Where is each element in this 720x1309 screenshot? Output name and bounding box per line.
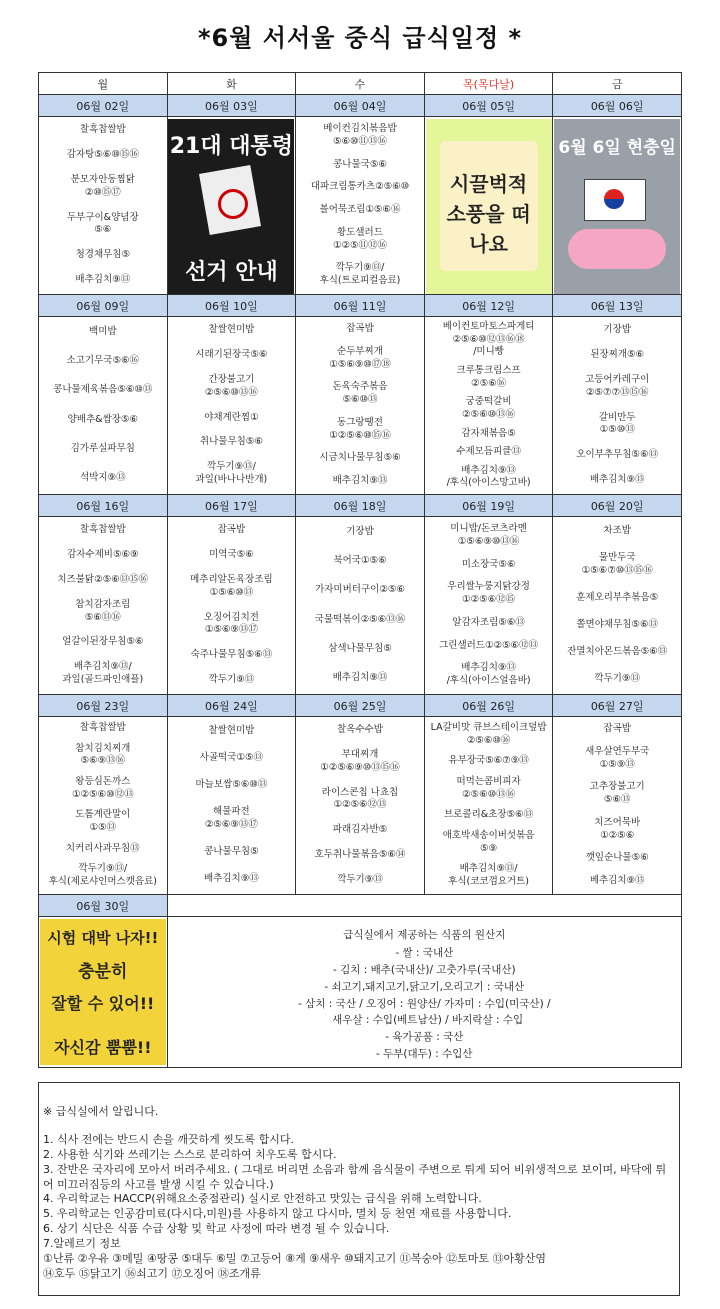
menu-item: 깍두기⑨⑬/ 후식(트로피컬음료)	[319, 262, 401, 287]
date-cell: 06월 04일	[296, 95, 425, 117]
menu-item: 얼갈이된장무침⑤⑥	[62, 636, 144, 648]
menu-item: 떠먹는콤비피자 ②⑤⑥⑩⑬⑯	[456, 775, 521, 800]
origin-line: - 육가공품 : 국산	[385, 1031, 464, 1044]
image-caption	[440, 169, 538, 259]
menu-item: 미니밥/돈코츠라멘 ①⑤⑥⑨⑩⑬⑯	[450, 522, 527, 547]
menu-item: 잡곡밥	[346, 322, 374, 334]
notice-line: 3. 잔반은 국자리에 모아서 버려주세요. ( 그대로 버리면 소음과 함께 음식물이 주변으로 튀게 되어 비위생적으로 보이며, 바닥에 튀어 미끄러짐등의 사고를 발생 시킬 수 있습니다.)	[43, 1162, 667, 1191]
menu-item: 취나물무침⑤⑥	[199, 436, 263, 448]
menu-item: 갈비만두 ①⑤⑩⑬	[598, 411, 636, 436]
menu-item: 궁중떡갈비 ②⑤⑥⑩⑬⑯	[462, 396, 516, 421]
date-cell: 06월 18일	[296, 495, 425, 517]
menu-item: 치커리사과무침⑬	[65, 842, 140, 854]
menu-cell	[424, 517, 553, 695]
menu-item-list	[39, 118, 167, 293]
image-caption: 선거 안내	[185, 259, 278, 285]
menu-item: 배추김치⑨⑬	[75, 274, 131, 286]
image-caption: 21대 대통령	[169, 133, 294, 159]
menu-item: 고등어카레구이 ②⑤⑦⑦⑬⑮⑯	[585, 373, 650, 398]
menu-item: 배추김치⑨⑬	[589, 474, 645, 486]
menu-item: 해물파전 ②⑤⑥⑨⑬⑰	[204, 806, 258, 831]
menu-item: 수제모듬피클⑬	[456, 446, 521, 458]
menu-item: 깍두기⑨⑬	[208, 674, 255, 686]
weekday-header: 화	[167, 73, 296, 95]
origin-line: - 김치 : 배추(국내산)/ 고춧가루(국내산)	[332, 964, 516, 976]
menu-item: 깻잎순나물⑤⑥	[585, 852, 649, 864]
weekday-header: 금	[553, 73, 682, 95]
menu-item: 배추김치⑨⑬	[332, 671, 388, 683]
menu-item: 크루통크림스프 ②⑤⑥⑯	[456, 364, 521, 389]
menu-cell	[296, 317, 425, 495]
date-cell: 06월 16일	[39, 495, 168, 517]
menu-item: 파래김자반⑤	[332, 824, 388, 836]
menu-cell	[553, 117, 682, 295]
menu-item: 오이부추무침⑤⑥⑬	[576, 449, 658, 461]
menu-item-list	[553, 518, 681, 693]
menu-item-list	[553, 718, 681, 893]
menu-item: 미소장국⑤⑥	[461, 558, 516, 570]
date-cell: 06월 26일	[424, 695, 553, 717]
menu-item: 참치김치찌개 ⑤⑥⑨⑬⑯	[75, 742, 131, 767]
menu-item-list	[553, 318, 681, 493]
date-cell: 06월 09일	[39, 295, 168, 317]
menu-item: 찰흑찹쌀밥	[79, 124, 126, 136]
notice-line: ⑭호두 ⑮닭고기 ⑯쇠고기 ⑰오징어 ⑱조개류	[43, 1266, 261, 1280]
notice-line: 5. 우리학교는 인공감미료(다시다,미원)를 사용하지 않고 다시마, 멸치 등 천연 재료를 사용합니다.	[43, 1207, 512, 1221]
meal-schedule-table	[38, 72, 682, 1068]
date-cell: 06월 03일	[167, 95, 296, 117]
menu-item: 배추김치⑨⑬/ 후식(코코껌요거트)	[448, 863, 529, 888]
menu-item: 배추김치⑨⑬ /후식(아이스얼음바)	[446, 662, 531, 687]
menu-row	[39, 317, 682, 495]
menu-item: 찰쌀현미밥	[208, 324, 255, 336]
taegeuk-shape	[604, 189, 624, 209]
menu-item: 분모자안동찜닭 ②⑩⑮⑰	[70, 173, 135, 198]
menu-cell	[553, 717, 682, 895]
menu-item: 배추김치⑨⑬	[204, 873, 259, 885]
notice-line: 2. 사용한 식기와 쓰레기는 스스로 분리하여 치우도록 합시다.	[43, 1147, 337, 1161]
menu-item: 잡곡밥	[603, 722, 631, 734]
notice-list	[43, 1133, 675, 1281]
flowers-shape	[568, 229, 666, 269]
origin-line: 새우살 : 수입(베트남산) / 바지락살 : 수입	[325, 1014, 524, 1027]
menu-item: 라이스콘칩 나쵸칩 ①②⑤⑥⑫⑬	[321, 786, 399, 811]
menu-item: 깍두기⑨⑬/ 후식(제로샤인머스캣음료)	[48, 863, 157, 888]
origin-line: - 쌀 : 국내산	[395, 947, 454, 960]
origin-line: - 두부(대두) : 수입산	[376, 1047, 473, 1060]
menu-item: 알감자조림⑤⑥⑬	[452, 616, 525, 628]
menu-item: 잔멸치아몬드볶음⑤⑥⑬	[567, 646, 668, 658]
menu-item: 찰흑찹쌀밥	[79, 524, 126, 536]
menu-item: 도톰계란말이 ①⑤⑬	[75, 809, 131, 834]
menu-item: 베이컨토마토스파게티 ②⑤⑥⑩⑫⑬⑯⑱ /미니빵	[442, 320, 535, 358]
menu-item: 사골떡국①⑤⑬	[199, 752, 264, 764]
date-row	[39, 695, 682, 717]
menu-item-list	[168, 718, 296, 893]
menu-item: 왕등심돈까스 ①②⑤⑥⑩⑫⑬	[72, 775, 134, 800]
menu-item: 국물떡볶이②⑤⑥⑬⑯	[314, 613, 406, 625]
exam-encouragement-cell	[39, 917, 168, 1068]
date-cell: 06월 27일	[553, 695, 682, 717]
menu-item: 오징어김치전 ①⑤⑥⑨⑬⑰	[203, 611, 259, 636]
menu-item: 차조밥	[603, 525, 631, 537]
vote-stamp-shape	[218, 189, 248, 219]
exam-line: 자신감 뿜뿜!!	[54, 1038, 152, 1057]
menu-item-list	[168, 318, 296, 493]
exam-line: 잘할 수 있어!!	[51, 994, 155, 1013]
menu-item-list	[425, 318, 553, 493]
menu-item: 삼색나물무침⑤	[328, 642, 392, 654]
menu-cell	[167, 517, 296, 695]
menu-item: 콩나물무침⑤	[204, 846, 259, 858]
menu-cell	[39, 117, 168, 295]
menu-item: 깍두기⑨⑬	[594, 673, 640, 685]
menu-item: 메추리알돈육장조림 ①⑤⑥⑩⑬	[190, 573, 273, 598]
menu-row	[39, 717, 682, 895]
menu-item: 치즈어묵바 ①②⑤⑥	[594, 816, 641, 841]
menu-item: 호두취나물볶음⑤⑥⑭	[314, 849, 406, 861]
menu-cell	[553, 517, 682, 695]
weekday-header: 월	[39, 73, 168, 95]
menu-row	[39, 117, 682, 295]
menu-item: 고추장불고기 ⑤⑥⑬	[589, 781, 645, 806]
menu-item: 야채계란찜①	[204, 411, 259, 423]
menu-item: 돈육숙주볶음 ⑤⑥⑩⑬	[332, 381, 388, 406]
weekday-header: 목(목다날)	[424, 73, 553, 95]
election-notice-image	[168, 119, 294, 294]
menu-item-list	[39, 318, 167, 493]
menu-item: 찰쌀현미밥	[208, 725, 255, 737]
menu-item: 베추김치⑨⑬	[589, 875, 645, 887]
picnic-notice-image	[426, 119, 552, 294]
weekday-header-row	[39, 73, 682, 95]
menu-item: 된장찌개⑤⑥	[590, 348, 645, 360]
menu-cell	[39, 717, 168, 895]
menu-item: 잡곡밥	[217, 524, 246, 536]
date-cell: 06월 10일	[167, 295, 296, 317]
weekday-header: 수	[296, 73, 425, 95]
date-cell: 06월 11일	[296, 295, 425, 317]
menu-item-list	[168, 518, 296, 693]
menu-cell	[424, 317, 553, 495]
menu-item: 콩나물제육볶음⑤⑥⑩⑬	[53, 384, 153, 396]
date-row	[39, 295, 682, 317]
origin-line: - 쇠고기,돼지고기,닭고기,오리고기 : 국내산	[324, 980, 525, 993]
menu-cell	[167, 117, 296, 295]
menu-item: 쫄면야채무침⑤⑥⑬	[576, 619, 658, 631]
menu-item: 콩나물국⑤⑥	[333, 158, 387, 170]
empty-header-cell	[167, 895, 681, 917]
notice-title: ※ 급식실에서 알립니다.	[43, 1105, 159, 1118]
menu-item: 애호박새송이버섯볶음 ⑤⑨	[442, 830, 535, 854]
notice-line: 6. 상기 식단은 식품 수급 상황 및 학교 사정에 따라 변경 될 수 있습니다.	[43, 1222, 390, 1236]
menu-item: 치즈불닭②⑤⑥⑬⑮⑯	[57, 573, 149, 585]
menu-item: 시금치나물무침⑤⑥	[319, 452, 401, 464]
menu-item: LA갈비맛 큐브스테이크덮밥 ②⑤⑥⑩⑯	[430, 721, 547, 746]
origin-line: - 삼치 : 국산 / 오징어 : 원양산/ 가자미 : 수입(미국산) /	[298, 997, 551, 1010]
menu-item: 물만두국 ①⑤⑥⑦⑩⑬⑮⑯	[581, 552, 653, 576]
menu-item: 숙주나물무침⑤⑥⑬	[190, 649, 273, 661]
image-caption-line: 시끌벅적	[449, 171, 528, 196]
origin-list	[168, 945, 681, 1063]
menu-item: 백미밥	[89, 326, 117, 338]
menu-item: 석박지⑨⑬	[80, 471, 126, 483]
origin-info-cell	[167, 917, 681, 1068]
menu-item: 브로콜리&초장⑤⑥⑬	[444, 809, 534, 821]
date-cell: 06월 25일	[296, 695, 425, 717]
menu-item: 찰옥수수밥	[337, 724, 383, 736]
date-cell: 06월 02일	[39, 95, 168, 117]
date-cell: 06월 17일	[167, 495, 296, 517]
menu-item: 우리쌀누룽지닭강정 ①②⑤⑥⑫⑮	[447, 581, 530, 606]
menu-cell	[424, 117, 553, 295]
menu-item-list	[296, 318, 424, 493]
menu-item-list	[425, 718, 553, 893]
menu-cell	[296, 517, 425, 695]
menu-cell	[167, 717, 296, 895]
exam-line: 충분히	[78, 962, 128, 982]
menu-cell	[39, 317, 168, 495]
date-cell: 06월 23일	[39, 695, 168, 717]
menu-cell	[167, 317, 296, 495]
menu-item: 부대찌개 ①②⑤⑥⑨⑩⑬⑮⑯	[320, 748, 400, 773]
menu-item: 마늘보쌈⑤⑥⑩⑬	[195, 779, 268, 791]
menu-item: 미역국⑤⑥	[209, 548, 254, 560]
menu-item: 그린샐러드①②⑤⑥⑫⑬	[439, 639, 539, 651]
date-cell: 06월 30일	[39, 895, 168, 917]
menu-item: 간장불고기 ②⑤⑥⑩⑬⑯	[204, 373, 258, 398]
menu-item: 배추김치⑨⑬/ 과일(골드파인애플)	[62, 661, 144, 686]
menu-item: 훈제오리부추볶음⑤	[576, 591, 659, 603]
origin-title: 급식실에서 제공하는 식품의 원산지	[343, 929, 506, 942]
menu-item: 순두부찌개 ①⑤⑥⑨⑩⑰⑱	[329, 345, 391, 370]
date-cell: 06월 12일	[424, 295, 553, 317]
notice-line: 1. 식사 전에는 반드시 손을 깨끗하게 씻도록 합시다.	[43, 1133, 294, 1146]
menu-item: 청경채무침⑤	[75, 249, 130, 261]
memorial-day-image	[554, 119, 680, 294]
menu-cell	[296, 117, 425, 295]
menu-item: 찰흑찹쌀밥	[79, 721, 126, 733]
menu-cell	[39, 517, 168, 695]
menu-item: 깍두기⑨⑬	[337, 874, 383, 886]
menu-item-list	[296, 518, 424, 693]
menu-item-list	[425, 518, 553, 693]
exam-encouragement-image	[40, 919, 166, 1065]
menu-item: 배추김치⑨⑬ /후식(아이스망고바)	[446, 464, 531, 489]
menu-item: 볼어묵조림①⑤⑥⑯	[319, 204, 401, 216]
date-row	[39, 95, 682, 117]
notice-line: 4. 우리학교는 HACCP(위해요소중점관리) 실시로 안전하고 맛있는 급식을 위해 노력합니다.	[43, 1192, 482, 1206]
date-cell: 06월 24일	[167, 695, 296, 717]
menu-item: 대파크림통카츠②⑤⑥⑩	[310, 181, 410, 193]
menu-item: 배추김치⑨⑬	[332, 475, 388, 487]
menu-item: 감자수제비⑤⑥⑨	[67, 548, 139, 560]
page-title: *6월 서서울 중식 급식일정 *	[197, 24, 523, 52]
menu-cell	[424, 717, 553, 895]
date-cell: 06월 13일	[553, 295, 682, 317]
menu-item: 북어국①⑤⑥	[333, 555, 387, 567]
menu-cell	[553, 317, 682, 495]
menu-item: 감자채볶음⑤	[461, 427, 516, 439]
menu-item: 감자탕⑤⑥⑩⑮⑯	[66, 148, 139, 160]
menu-item-list	[296, 718, 424, 893]
menu-item-list	[39, 718, 167, 893]
notice-line: ①난류 ②우유 ③메밀 ④땅콩 ⑤대두 ⑥밀 ⑦고등어 ⑧게 ⑨새우 ⑩돼지고기 ⑪복숭아 ⑫토마토 ⑬아황산염	[43, 1251, 546, 1265]
menu-item: 황도샐러드 ①②⑤⑪⑫⑯	[332, 226, 388, 251]
image-caption: 6월 6일 현충일	[558, 137, 676, 158]
menu-item-list	[296, 118, 424, 293]
menu-item: 김가루실파무침	[70, 442, 135, 454]
date-cell: 06월 19일	[424, 495, 553, 517]
menu-item: 두부구이&양념장 ⑤⑥	[66, 211, 139, 236]
menu-cell	[296, 717, 425, 895]
menu-item: 베이컨김치볶음밥 ⑤⑥⑩⑪⑬⑯	[323, 122, 397, 147]
menu-item: 새우살연두부국 ①⑤⑨⑬	[585, 745, 650, 770]
notice-line: 7.알레르기 정보	[43, 1236, 121, 1250]
date-cell: 06월 06일	[553, 95, 682, 117]
menu-item: 소고기무국⑤⑥⑯	[66, 355, 139, 367]
menu-item: 가자미버터구이②⑤⑥	[315, 584, 405, 596]
date-cell: 06월 20일	[553, 495, 682, 517]
notice-box	[38, 1082, 680, 1296]
menu-item: 시래기된장국⑤⑥	[195, 348, 268, 360]
exam-line: 시험 대박 나자!!	[47, 929, 159, 947]
date-row	[39, 495, 682, 517]
date-cell: 06월 05일	[424, 95, 553, 117]
menu-item: 동그랑땡전 ①②⑤⑥⑩⑮⑯	[329, 416, 391, 441]
menu-row	[39, 517, 682, 695]
menu-item: 기장밥	[346, 526, 374, 538]
menu-item: 깍두기⑨⑬/ 과일(바나나반개)	[195, 461, 268, 486]
menu-item-list	[39, 518, 167, 693]
menu-item: 유부장국⑤⑥⑦⑨⑬	[448, 755, 529, 767]
image-caption-line: 소풍을 떠나요	[446, 201, 531, 256]
menu-item: 기장밥	[603, 324, 631, 336]
menu-item: 양배추&쌈장⑤⑥	[67, 413, 138, 425]
menu-item: 참치감자조림 ⑤⑥⑬⑯	[75, 598, 131, 623]
